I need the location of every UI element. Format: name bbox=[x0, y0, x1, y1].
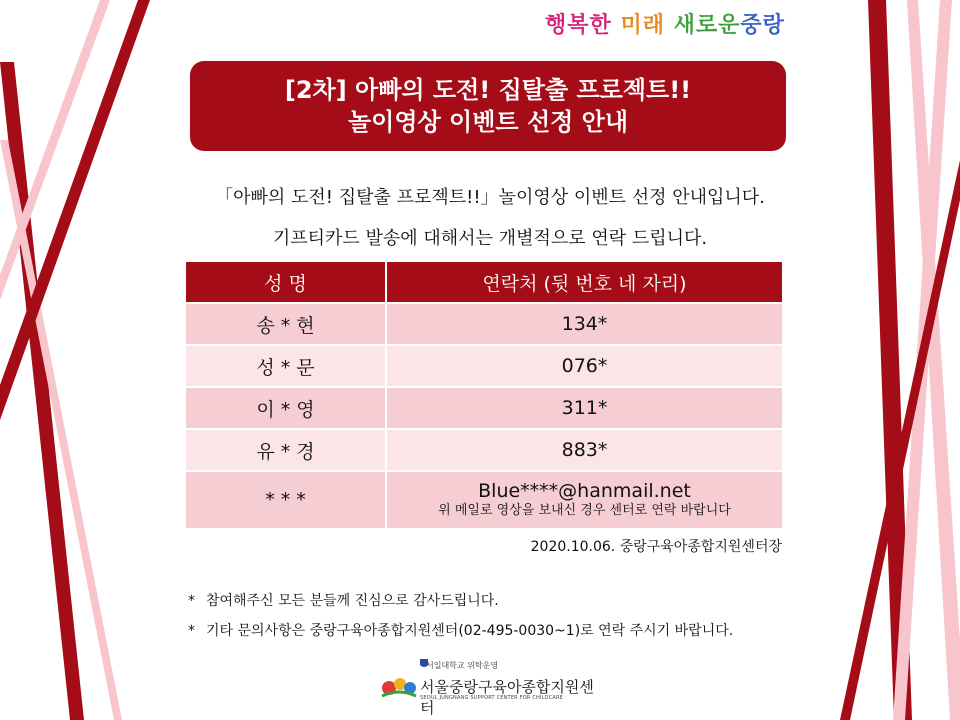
winners-table bbox=[186, 262, 782, 528]
title-line1: [2차] 아빠의 도전! 집탈출 프로젝트!! bbox=[284, 76, 692, 104]
note-bullet: * bbox=[188, 623, 195, 639]
notes-list bbox=[188, 586, 733, 646]
winner-name: 유 * 경 bbox=[186, 429, 386, 471]
brand-part1: 행복한 bbox=[545, 13, 612, 38]
winner-contact-email bbox=[386, 471, 782, 528]
winner-contact: 076* bbox=[386, 345, 782, 387]
intro-line2: 기프티카드 발송에 대해서는 개별적으로 연락 드립니다. bbox=[272, 228, 708, 249]
ribbon-right-light-2 bbox=[893, 0, 952, 720]
footer-org-name: 서울중랑구육아종합지원센터 bbox=[420, 678, 594, 717]
brand-slogan bbox=[545, 8, 785, 44]
ribbon-right-dark-2 bbox=[840, 160, 960, 720]
table-header-row bbox=[186, 262, 782, 303]
brand-part3: 새로운 bbox=[673, 13, 741, 38]
brand-part2: 미래 bbox=[620, 13, 665, 38]
title-line2: 놀이영상 이벤트 선정 안내 bbox=[347, 108, 629, 136]
winner-contact: 311* bbox=[386, 387, 782, 429]
winner-contact: 134* bbox=[386, 303, 782, 345]
note-bullet: * bbox=[188, 593, 195, 609]
title-banner bbox=[190, 61, 786, 151]
header-name: 성 명 bbox=[186, 262, 386, 303]
note-text: 기타 문의사항은 중랑구육아종합지원센터(02-495-0030~1)로 연락 주시기 바랍니다. bbox=[206, 623, 734, 639]
center-logo-icon bbox=[380, 674, 418, 698]
winner-email-note: 위 메일로 영상을 보내신 경우 센터로 연락 바랍니다 bbox=[438, 503, 731, 518]
issue-date-signature: 2020.10.06. 중랑구육아종합지원센터장 bbox=[530, 539, 782, 555]
winner-name: 송 * 현 bbox=[186, 303, 386, 345]
winner-name: 이 * 영 bbox=[186, 387, 386, 429]
table-row bbox=[186, 303, 782, 345]
table-row bbox=[186, 429, 782, 471]
table-row bbox=[186, 471, 782, 528]
ribbon-left-light bbox=[0, 140, 122, 720]
winner-email: Blue****@hanmail.net bbox=[478, 480, 691, 502]
footer-org-english: SEOUL JUNGNANG SUPPORT CENTER FOR CHILDCARE bbox=[420, 695, 564, 701]
table-row bbox=[186, 387, 782, 429]
ribbon-right-dark bbox=[868, 0, 912, 720]
ribbon-right-light bbox=[907, 0, 960, 720]
winner-contact: 883* bbox=[386, 429, 782, 471]
intro-line1: 「아빠의 도전! 집탈출 프로젝트!!」놀이영상 이벤트 선정 안내입니다. bbox=[215, 187, 765, 208]
note-text: 참여해주신 모든 분들께 진심으로 감사드립니다. bbox=[206, 593, 499, 609]
winner-name: * * * bbox=[186, 471, 386, 528]
footer-sub-text: 서일대학교 위탁운영 bbox=[426, 661, 499, 670]
ribbon-left-top-light bbox=[0, 0, 110, 300]
ribbon-left-top-dark bbox=[0, 0, 150, 420]
header-contact: 연락처 (뒷 번호 네 자리) bbox=[386, 262, 782, 303]
ribbon-left-dark bbox=[0, 62, 84, 720]
note-item bbox=[188, 586, 733, 616]
table-row bbox=[186, 345, 782, 387]
footer-org-logo bbox=[380, 660, 600, 717]
brand-part4: 중랑 bbox=[740, 13, 785, 38]
winner-name: 성 * 문 bbox=[186, 345, 386, 387]
note-item bbox=[188, 616, 733, 646]
